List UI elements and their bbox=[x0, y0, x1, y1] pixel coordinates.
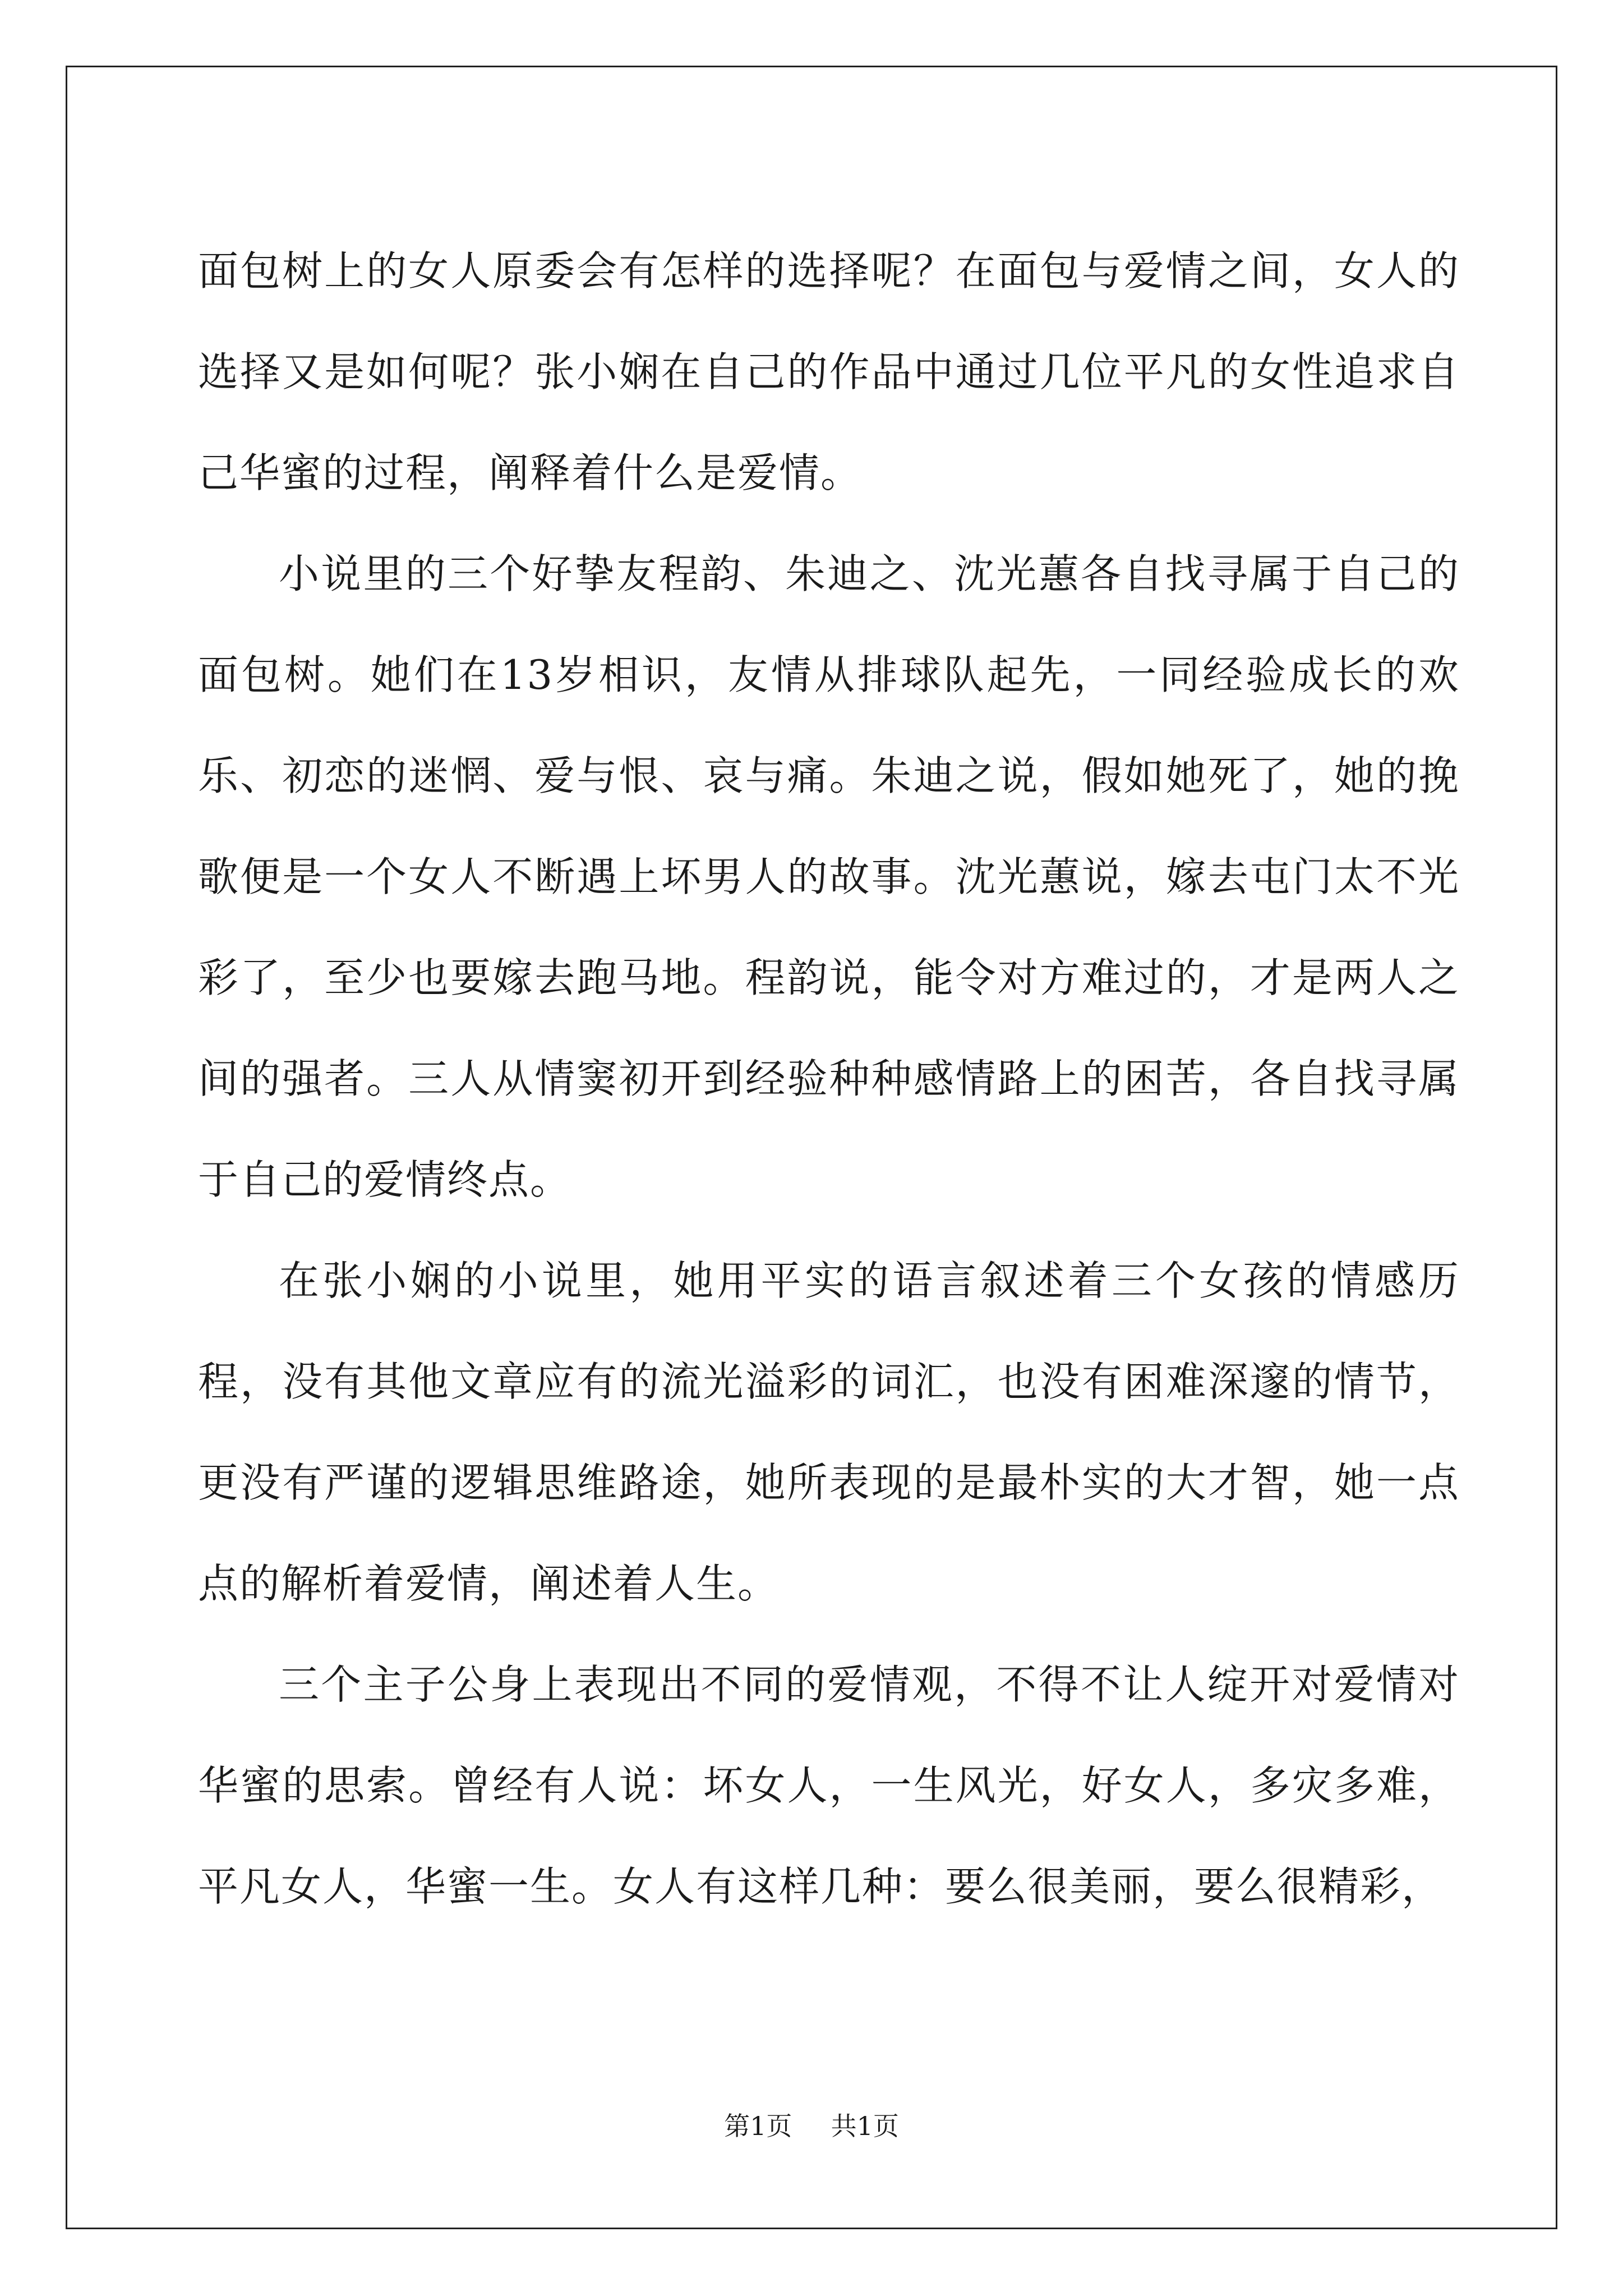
paragraph-3: 在张小娴的小说里，她用平实的语言叙述着三个女孩的情感历程，没有其他文章应有的流光溢彩的词汇，也没有困难深邃的情节，更没有严谨的逻辑思维路途，她所表现的是最朴实的大才智，她一点点的解析着爱情，阐述着人生。 bbox=[198, 1257, 1460, 1607]
page-number: 第1页 bbox=[724, 2111, 792, 2141]
page-total: 共1页 bbox=[831, 2111, 899, 2141]
page-footer bbox=[0, 2109, 1623, 2143]
paragraph-4: 三个主子公身上表现出不同的爱情观，不得不让人绽开对爱情对华蜜的思索。曾经有人说：坏女人，一生风光，好女人，多灾多难，平凡女人，华蜜一生。女人有这样几种：要么很美丽，要么很精彩， bbox=[198, 1661, 1460, 1910]
paragraph-1: 面包树上的女人原委会有怎样的选择呢？在面包与爱情之间，女人的选择又是如何呢？张小娴在自己的作品中通过几位平凡的女性追求自己华蜜的过程，阐释着什么是爱情。 bbox=[198, 247, 1460, 496]
document-body bbox=[198, 220, 1460, 1937]
paragraph-2: 小说里的三个好挚友程韵、朱迪之、沈光蕙各自找寻属于自己的面包树。她们在13岁相识，友情从排球队起先，一同经验成长的欢乐、初恋的迷惘、爱与恨、哀与痛。朱迪之说，假如她死了，她的挽歌便是一个女人不断遇上坏男人的故事。沈光蕙说，嫁去屯门太不光彩了，至少也要嫁去跑马地。程韵说，能令对方难过的，才是两人之间的强者。三人从情窦初开到经验种种感情路上的困苦，各自找寻属于自己的爱情终点。 bbox=[198, 550, 1460, 1203]
